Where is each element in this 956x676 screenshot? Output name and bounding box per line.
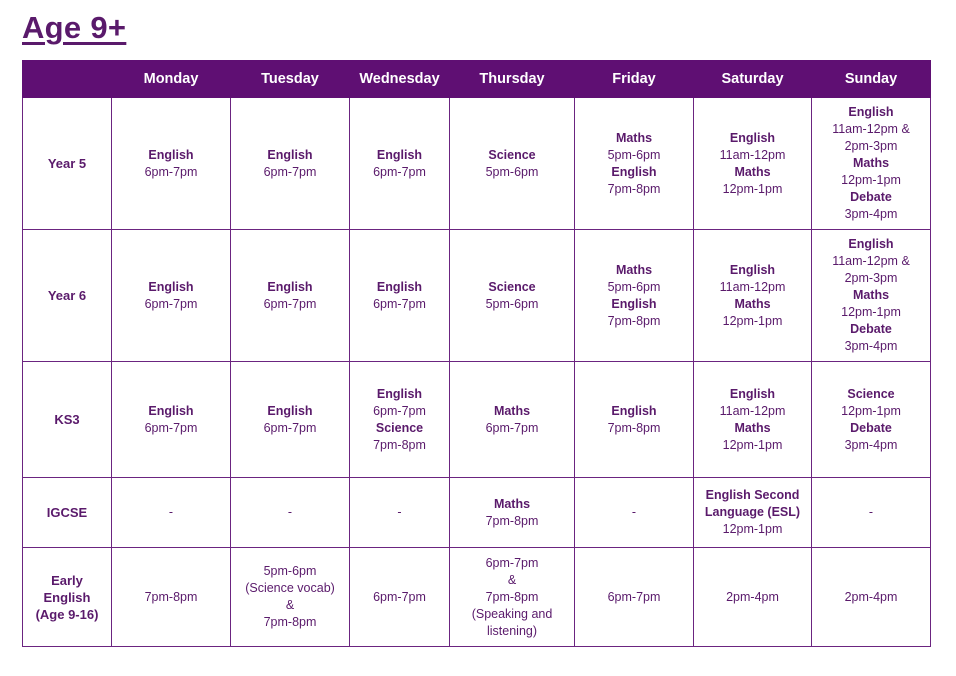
subject-label: English	[376, 147, 423, 162]
subject-label: Science	[488, 279, 536, 294]
time-slot: -	[287, 505, 293, 519]
time-slot: 6pm-7pm	[263, 420, 317, 435]
subject-label: English	[611, 296, 657, 311]
row-label-line: Early	[51, 572, 83, 588]
corner-header-cell	[23, 61, 112, 98]
subject-label: Maths	[852, 288, 890, 302]
day-header-tuesday: Tuesday	[231, 61, 350, 98]
timetable	[22, 60, 931, 647]
row-label-line: Year 5	[47, 156, 87, 171]
schedule-cell-ks3-thursday	[450, 362, 575, 478]
time-slot: 7pm-8pm	[607, 181, 661, 196]
time-slot: 11am-12pm &	[832, 254, 910, 268]
schedule-cell-ks3-friday	[575, 362, 694, 478]
schedule-cell-igcse-tuesday	[231, 478, 350, 548]
time-slot: listening)	[486, 623, 538, 638]
subject-label: English	[267, 147, 313, 162]
subject-label: English	[729, 262, 776, 277]
subject-label: English	[267, 279, 313, 294]
time-slot: 5pm-6pm	[607, 147, 661, 162]
time-slot: 7pm-8pm	[263, 615, 317, 629]
time-slot: 12pm-1pm	[841, 305, 901, 319]
time-slot: 11am-12pm	[719, 279, 786, 294]
time-slot: 2pm-4pm	[726, 589, 779, 604]
schedule-cell-igcse-friday	[575, 478, 694, 548]
header-row	[23, 61, 931, 98]
row-label-line: KS3	[54, 412, 80, 427]
row-label-ks3	[23, 362, 112, 478]
schedule-cell-year5-thursday	[450, 98, 575, 230]
schedule-cell-year5-monday	[112, 98, 231, 230]
table-row-year5	[23, 98, 931, 230]
subject-label: Science	[375, 420, 424, 435]
schedule-cell-year6-tuesday	[231, 230, 350, 362]
day-header-monday: Monday	[112, 61, 231, 98]
subject-label: English	[376, 279, 423, 294]
schedule-cell-year5-tuesday	[231, 98, 350, 230]
subject-label: Science	[847, 386, 895, 401]
time-slot: 6pm-7pm	[144, 164, 198, 179]
subject-label: English	[611, 164, 657, 179]
time-slot: 6pm-7pm	[144, 420, 198, 435]
time-slot: 6pm-7pm	[144, 296, 198, 311]
subject-label: Maths	[615, 130, 653, 145]
schedule-cell-year6-saturday	[694, 230, 812, 362]
subject-label: Maths	[615, 262, 653, 277]
time-slot: 3pm-4pm	[844, 339, 898, 353]
time-slot: -	[868, 505, 874, 519]
schedule-cell-igcse-saturday	[694, 478, 812, 548]
schedule-cell-ks3-wednesday	[350, 362, 450, 478]
schedule-cell-year6-thursday	[450, 230, 575, 362]
time-slot: 12pm-1pm	[722, 437, 783, 452]
time-slot: 12pm-1pm	[722, 522, 783, 536]
time-slot: 6pm-7pm	[263, 164, 317, 179]
time-slot: 7pm-8pm	[485, 589, 539, 604]
schedule-cell-igcse-wednesday	[350, 478, 450, 548]
time-slot: (Science vocab)	[245, 581, 335, 595]
time-slot: 6pm-7pm	[373, 296, 426, 311]
schedule-cell-early-monday	[112, 548, 231, 647]
schedule-cell-ks3-tuesday	[231, 362, 350, 478]
schedule-cell-early-saturday	[694, 548, 812, 647]
time-slot: 12pm-1pm	[841, 173, 901, 187]
time-slot: 5pm-6pm	[485, 296, 539, 311]
time-slot: 7pm-8pm	[607, 420, 661, 435]
table-row-year6	[23, 230, 931, 362]
time-slot: 5pm-6pm	[607, 279, 661, 294]
time-slot: 6pm-7pm	[373, 589, 426, 604]
time-slot: 7pm-8pm	[607, 313, 661, 328]
time-slot: 6pm-7pm	[485, 420, 539, 435]
subject-label: Debate	[850, 322, 892, 336]
time-slot: (Speaking and	[471, 606, 553, 621]
time-slot: 7pm-8pm	[144, 589, 198, 604]
time-slot: 2pm-3pm	[844, 139, 898, 153]
schedule-cell-igcse-sunday	[812, 478, 931, 548]
time-slot: -	[631, 505, 637, 519]
subject-label: English	[729, 130, 776, 145]
time-slot: 12pm-1pm	[722, 181, 783, 196]
time-slot: &	[507, 572, 517, 587]
subject-label: Debate	[850, 420, 892, 435]
day-header-saturday: Saturday	[694, 61, 812, 98]
table-row-ks3	[23, 362, 931, 478]
subject-label: English	[848, 105, 894, 119]
time-slot: 6pm-7pm	[373, 164, 426, 179]
schedule-cell-year6-friday	[575, 230, 694, 362]
schedule-cell-early-wednesday	[350, 548, 450, 647]
time-slot: -	[168, 505, 174, 519]
subject-label: English	[848, 237, 894, 251]
time-slot: 12pm-1pm	[722, 313, 783, 328]
time-slot: 5pm-6pm	[263, 564, 317, 578]
table-row-igcse	[23, 478, 931, 548]
time-slot: 2pm-4pm	[844, 589, 898, 604]
time-slot: 11am-12pm &	[832, 122, 910, 136]
schedule-cell-year6-monday	[112, 230, 231, 362]
schedule-cell-year5-wednesday	[350, 98, 450, 230]
subject-label: Maths	[734, 296, 771, 311]
time-slot: 3pm-4pm	[844, 437, 898, 452]
schedule-cell-ks3-monday	[112, 362, 231, 478]
row-label-line: IGCSE	[46, 505, 88, 520]
schedule-cell-early-sunday	[812, 548, 931, 647]
subject-label: English	[148, 147, 194, 162]
time-slot: 11am-12pm	[719, 147, 786, 162]
time-slot: 11am-12pm	[719, 403, 786, 418]
subject-label: English	[729, 386, 776, 401]
subject-label: Debate	[850, 190, 892, 204]
schedule-cell-igcse-monday	[112, 478, 231, 548]
time-slot: 6pm-7pm	[373, 403, 426, 418]
day-header-thursday: Thursday	[450, 61, 575, 98]
timetable-body	[23, 98, 931, 647]
schedule-cell-year6-sunday	[812, 230, 931, 362]
subject-label: English	[611, 403, 657, 418]
schedule-cell-ks3-saturday	[694, 362, 812, 478]
schedule-cell-igcse-thursday	[450, 478, 575, 548]
subject-label: Maths	[493, 496, 531, 511]
time-slot: 7pm-8pm	[485, 513, 539, 528]
subject-label: Language (ESL)	[704, 505, 801, 519]
subject-label: Maths	[734, 420, 771, 435]
row-label-year6	[23, 230, 112, 362]
schedule-cell-early-tuesday	[231, 548, 350, 647]
subject-label: English	[148, 403, 194, 418]
row-label-line: Year 6	[47, 288, 87, 303]
time-slot: 7pm-8pm	[373, 437, 426, 452]
subject-label: Science	[488, 147, 536, 162]
schedule-cell-year5-sunday	[812, 98, 931, 230]
subject-label: English Second	[705, 488, 800, 502]
row-label-line: (Age 9-16)	[35, 606, 99, 622]
schedule-cell-ks3-sunday	[812, 362, 931, 478]
schedule-cell-year5-saturday	[694, 98, 812, 230]
row-label-early	[23, 548, 112, 647]
row-label-line: English	[43, 589, 91, 605]
subject-label: English	[148, 279, 194, 294]
page-title: Age 9+	[22, 10, 127, 45]
schedule-cell-year5-friday	[575, 98, 694, 230]
subject-label: Maths	[493, 403, 531, 418]
table-row-early	[23, 548, 931, 647]
schedule-cell-early-thursday	[450, 548, 575, 647]
time-slot: 2pm-3pm	[844, 271, 898, 285]
schedule-cell-year6-wednesday	[350, 230, 450, 362]
time-slot: 6pm-7pm	[607, 589, 661, 604]
time-slot: 6pm-7pm	[485, 555, 539, 570]
day-header-sunday: Sunday	[812, 61, 931, 98]
subject-label: Maths	[852, 156, 890, 170]
time-slot: 6pm-7pm	[263, 296, 317, 311]
time-slot: -	[397, 505, 402, 519]
time-slot: &	[285, 598, 295, 612]
time-slot: 3pm-4pm	[844, 207, 898, 221]
subject-label: Maths	[734, 164, 771, 179]
row-label-year5	[23, 98, 112, 230]
subject-label: English	[267, 403, 313, 418]
time-slot: 5pm-6pm	[485, 164, 539, 179]
time-slot: 12pm-1pm	[841, 403, 901, 418]
row-label-igcse	[23, 478, 112, 548]
schedule-cell-early-friday	[575, 548, 694, 647]
day-header-friday: Friday	[575, 61, 694, 98]
day-header-wednesday: Wednesday	[350, 61, 450, 98]
subject-label: English	[376, 386, 423, 401]
